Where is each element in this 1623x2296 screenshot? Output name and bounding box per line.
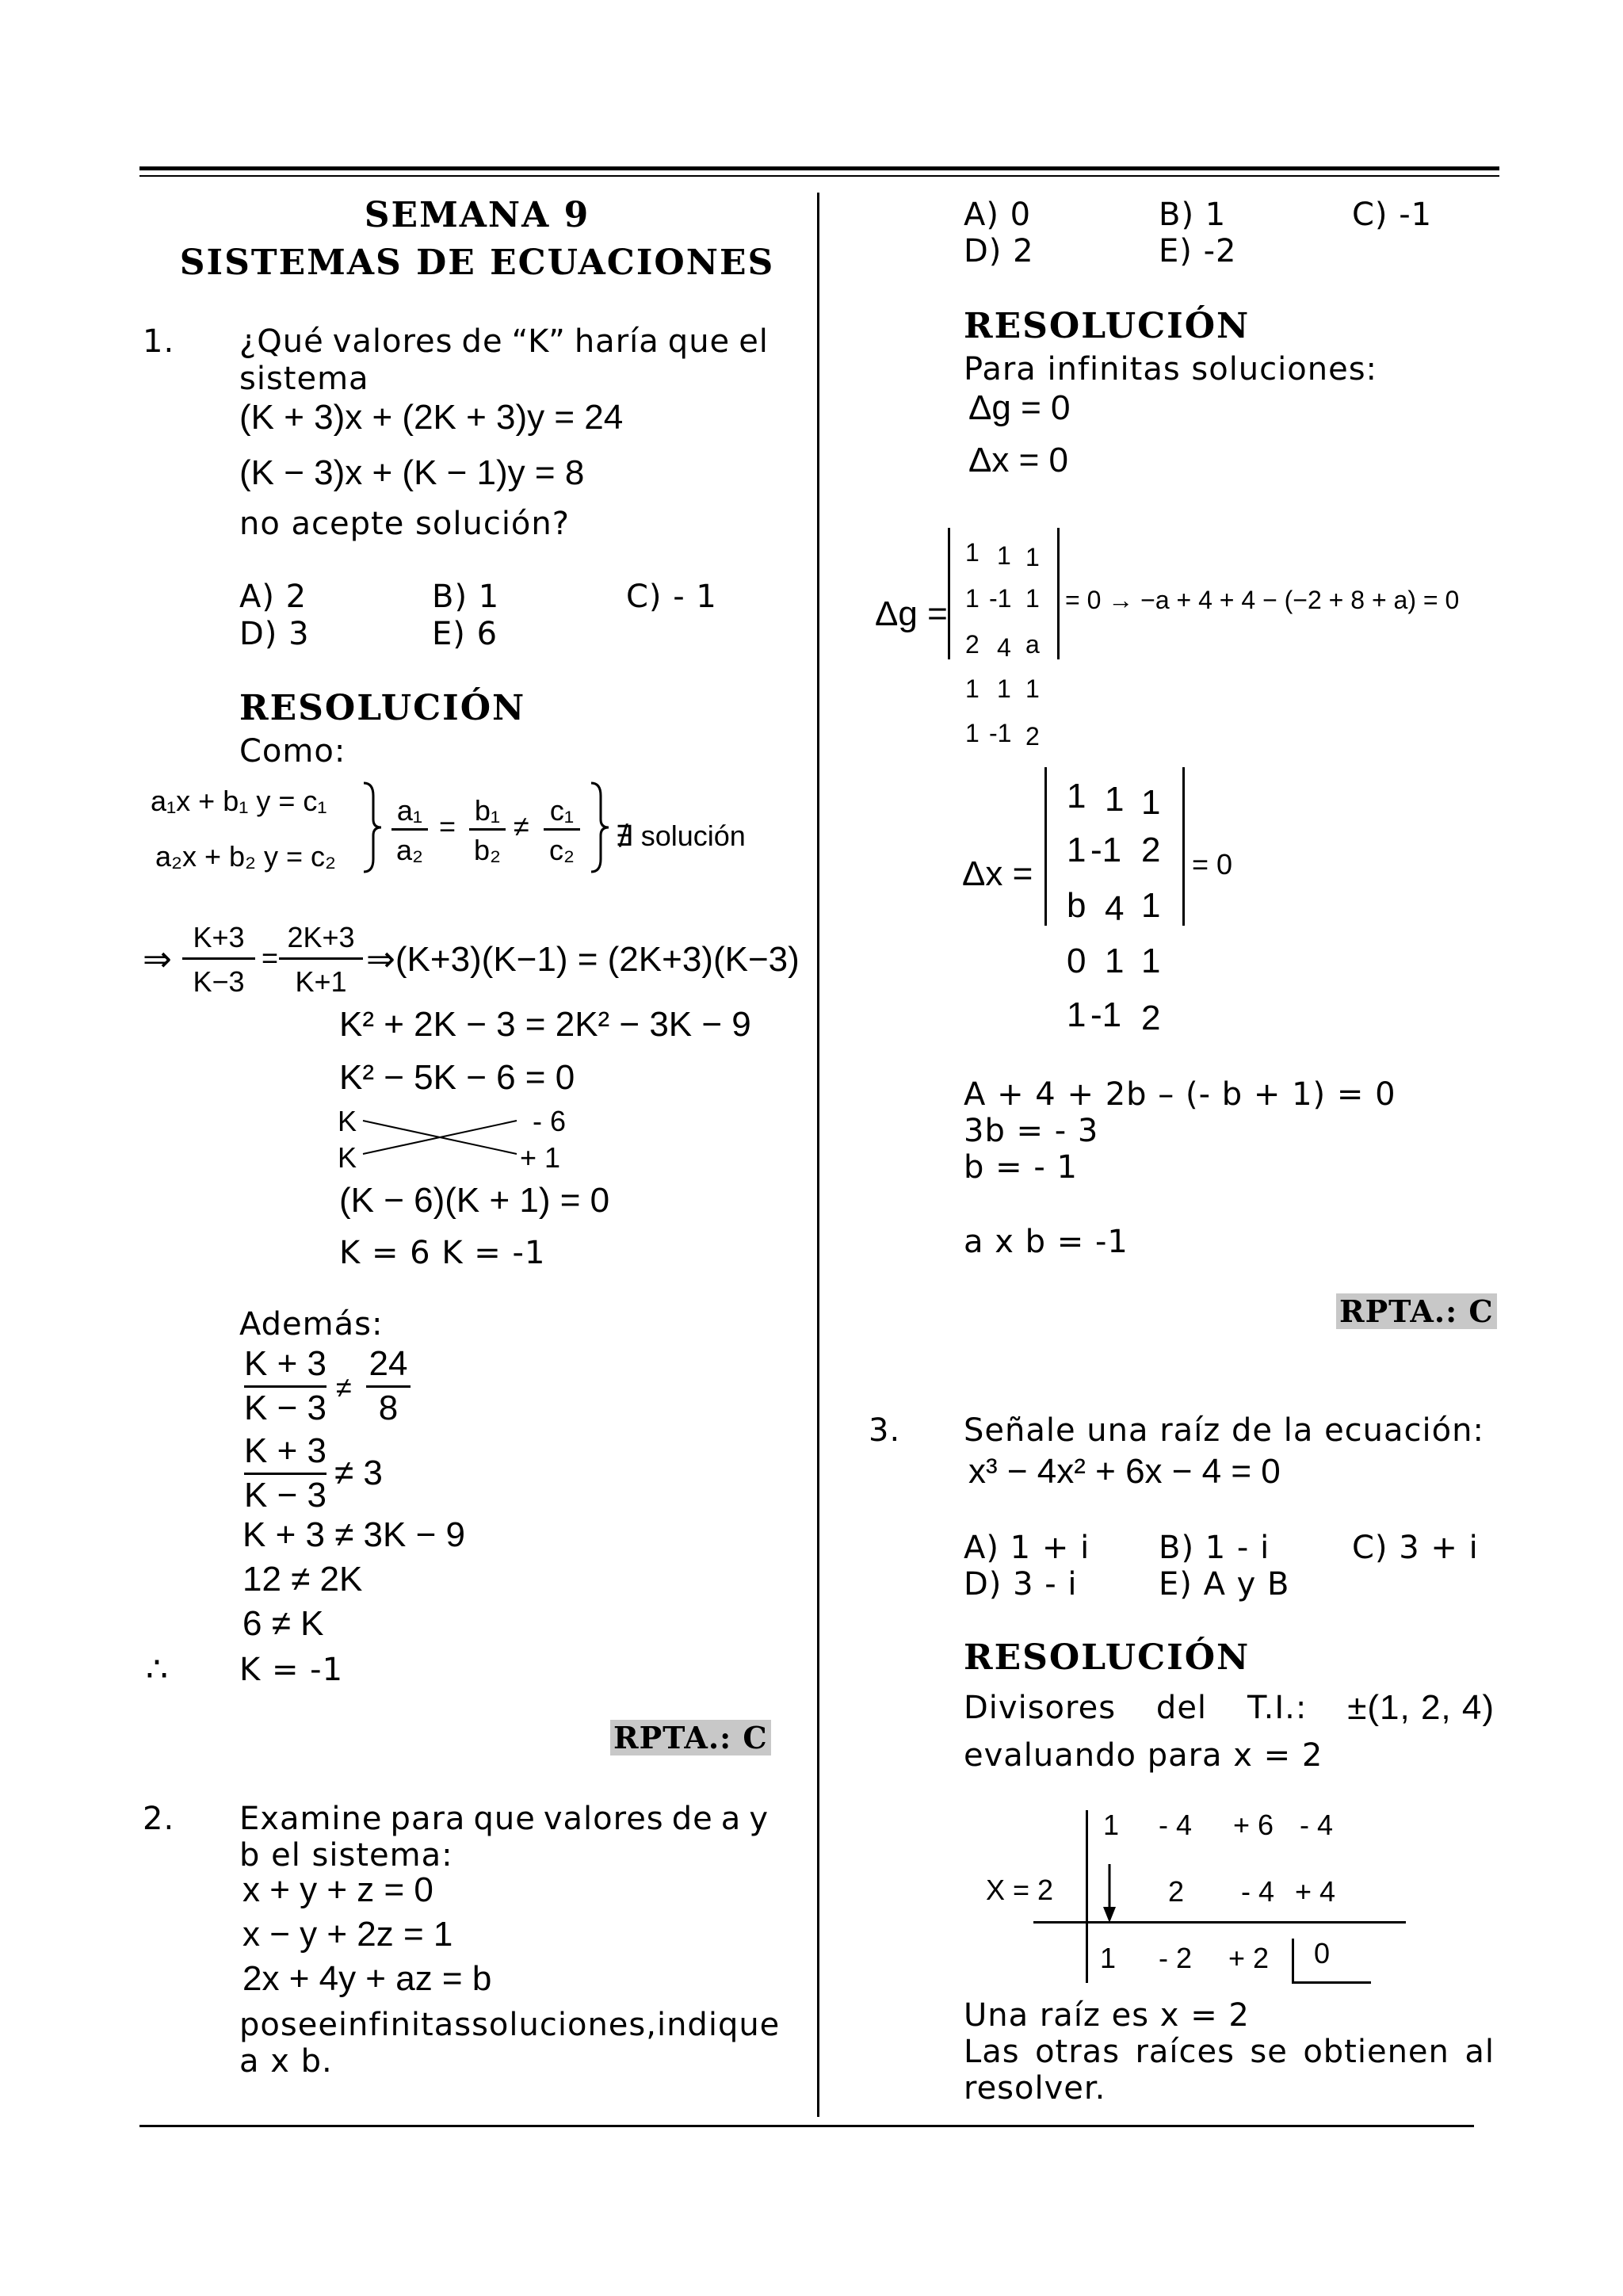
problem-3-option-b: B) 1 - i <box>1159 1530 1270 1566</box>
frac-1-bar <box>182 957 255 960</box>
bottom-rule <box>139 2125 1474 2127</box>
ruffini-row3-c2: - 2 <box>1159 1942 1193 1974</box>
frac-2-num: 2K+3 <box>287 921 355 953</box>
problem-2-statement-line3: posee infinitas soluciones, indique <box>239 2007 781 2043</box>
factor-minus-6: - 6 <box>533 1105 567 1137</box>
problem-1-option-b: B) 1 <box>432 579 500 615</box>
quadratic-line: K² − 5K − 6 = 0 <box>339 1058 575 1097</box>
problem-3-other-roots-line1: Las otras raíces se obtienen al <box>964 2034 1495 2070</box>
problem-2-option-b: B) 1 <box>1159 197 1227 233</box>
det-x-left-bar <box>1044 767 1047 926</box>
problem-2-resolution-heading: RESOLUCIÓN <box>964 306 1251 346</box>
general-system-eq2: a₂x + b₂ y = c₂ <box>155 840 337 873</box>
ruffini-remainder-box-left <box>1292 1939 1294 1983</box>
ineq-1-num: K + 3 <box>244 1344 327 1383</box>
problem-2-equation-1: x + y + z = 0 <box>242 1870 433 1909</box>
det-g-r4c1: 1 <box>965 674 980 703</box>
ruffini-row3-c3: + 2 <box>1228 1942 1270 1974</box>
ratio-c-bar <box>544 828 580 831</box>
det-x-r2c3: 2 <box>1141 831 1161 869</box>
problem-2-option-d: D) 2 <box>964 233 1034 269</box>
problem-3-option-d: D) 3 - i <box>964 1566 1078 1603</box>
ratio-c-den: c₂ <box>549 834 575 866</box>
det-g-r4c3: 1 <box>1025 674 1040 703</box>
ineq-1-rhs-den: 8 <box>378 1389 399 1427</box>
det-g-r3c3: a <box>1025 630 1040 659</box>
problem-2-answer-badge: RPTA.: C <box>1336 1293 1497 1329</box>
ratio-not-equal: ≠ <box>514 810 529 842</box>
ratio-b-den: b₂ <box>474 834 501 866</box>
ruffini-vertical-line <box>1086 1810 1088 1983</box>
problem-1-option-e: E) 6 <box>432 616 498 652</box>
ineq-3: K + 3 ≠ 3K − 9 <box>242 1515 465 1554</box>
delta-g-zero: Δg = 0 <box>968 388 1071 427</box>
det-x-result: = 0 <box>1192 848 1233 881</box>
problem-1-answer-badge: RPTA.: C <box>610 1720 771 1755</box>
det-x-r2c2: -1 <box>1090 831 1122 869</box>
problem-3-root: Una raíz es x = 2 <box>964 1997 1250 2034</box>
det-g-expansion: = 0 → −a + 4 + 4 − (−2 + 8 + a) = 0 <box>1065 586 1460 614</box>
problem-2-step-1: A + 4 + 2b – (- b + 1) = 0 <box>964 1076 1396 1113</box>
ruffini-row1-c1: 1 <box>1103 1809 1120 1841</box>
ineq-5: 6 ≠ K <box>242 1604 324 1643</box>
problem-3-equation: x³ − 4x² + 6x − 4 = 0 <box>968 1452 1281 1491</box>
det-g-r5c2: -1 <box>989 719 1012 747</box>
ratio-b-bar <box>469 828 506 831</box>
problem-2-option-a: A) 0 <box>964 197 1032 233</box>
top-rule-thin <box>139 175 1499 177</box>
delta-g-label: Δg = <box>875 594 948 633</box>
ineq-1-sign: ≠ <box>336 1371 352 1404</box>
ratio-a-bar <box>391 828 428 831</box>
ademas-label: Además: <box>239 1306 384 1343</box>
brace-right <box>588 781 612 873</box>
delta-x-label: Δx = <box>962 854 1033 893</box>
det-x-r3c1: b <box>1067 886 1086 925</box>
ruffini-remainder: 0 <box>1314 1937 1331 1969</box>
problem-2-infinite-solutions: Para infinitas soluciones: <box>964 351 1378 388</box>
problem-3-other-roots-line2: resolver. <box>964 2070 1106 2107</box>
ineq-1-rhs-num: 24 <box>369 1344 408 1383</box>
det-x-r5c1: 1 <box>1067 995 1086 1034</box>
ratio-b-num: b₁ <box>474 794 501 827</box>
ineq-1-rhs-bar <box>366 1385 411 1388</box>
factor-k-bottom: K <box>338 1141 357 1174</box>
problem-1-statement-line1: ¿Qué valores de “K” haría que el <box>239 323 769 360</box>
ineq-2-den: K − 3 <box>244 1476 327 1515</box>
det-x-r1c1: 1 <box>1067 777 1086 816</box>
problem-3-option-a: A) 1 + i <box>964 1530 1090 1566</box>
ratio-a-num: a₁ <box>396 794 423 827</box>
brace-left <box>361 781 384 873</box>
frac-2-den: K+1 <box>295 965 347 998</box>
factor-k-top: K <box>338 1105 357 1137</box>
delta-x-zero: Δx = 0 <box>968 441 1069 479</box>
ruffini-row1-c3: + 6 <box>1233 1809 1274 1841</box>
ineq-4: 12 ≠ 2K <box>242 1560 363 1599</box>
problem-1-equation-2: (K − 3)x + (K − 1)y = 8 <box>239 453 585 492</box>
general-system-eq1: a₁x + b₁ y = c₁ <box>151 785 327 817</box>
ruffini-row3-c1: 1 <box>1100 1942 1117 1974</box>
det-g-r3c1: 2 <box>965 630 980 659</box>
problem-2-number: 2. <box>143 1801 175 1837</box>
ruffini-row1-c4: - 4 <box>1300 1809 1334 1841</box>
k-roots: K = 6 K = -1 <box>339 1235 546 1271</box>
top-rule-thick <box>139 166 1499 170</box>
det-g-left-bar <box>948 528 950 659</box>
page-title-topic: SISTEMAS DE ECUACIONES <box>179 243 775 283</box>
ineq-1-bar <box>244 1385 327 1388</box>
det-g-r1c3: 1 <box>1025 543 1040 571</box>
det-g-r4c2: 1 <box>997 674 1011 703</box>
problem-3-option-c: C) 3 + i <box>1352 1530 1479 1566</box>
ineq-2-num: K + 3 <box>244 1431 327 1470</box>
problem-2-statement-line2: b el sistema: <box>239 1837 453 1874</box>
problem-2-step-4: a x b = -1 <box>964 1224 1128 1260</box>
problem-1-option-d: D) 3 <box>239 616 310 652</box>
det-g-r2c2: -1 <box>989 584 1012 613</box>
det-g-r2c1: 1 <box>965 584 980 613</box>
implies-arrow: ⇒ <box>143 940 172 979</box>
frac-equals: = <box>262 942 279 974</box>
det-x-r5c2: -1 <box>1090 995 1122 1034</box>
column-divider <box>817 193 819 2117</box>
problem-1-resolution-heading: RESOLUCIÓN <box>239 688 526 728</box>
det-g-r2c3: 1 <box>1025 584 1040 613</box>
factor-plus-1: + 1 <box>520 1141 561 1174</box>
problem-1-como: Como: <box>239 733 346 770</box>
factored-form: (K − 6)(K + 1) = 0 <box>339 1181 610 1220</box>
problem-3-option-e: E) A y B <box>1159 1566 1290 1603</box>
problem-2-statement-line4: a x b. <box>239 2043 333 2080</box>
frac-1-den: K−3 <box>193 965 245 998</box>
problem-1-statement-line2: sistema <box>239 361 369 397</box>
problem-2-option-c: C) -1 <box>1352 197 1433 233</box>
ineq-2-bar <box>244 1473 327 1475</box>
ruffini-row2-c3: - 4 <box>1241 1875 1275 1908</box>
ratio-c-num: c₁ <box>549 794 575 827</box>
det-g-r1c1: 1 <box>965 538 980 567</box>
problem-2-step-2: 3b = - 3 <box>964 1113 1099 1149</box>
ruffini-remainder-box-bottom <box>1292 1981 1371 1984</box>
problem-1-option-c: C) - 1 <box>626 579 717 615</box>
ruffini-row2-c4: + 4 <box>1295 1875 1336 1908</box>
problem-3-number: 3. <box>869 1412 901 1449</box>
therefore-symbol: ∴ <box>146 1650 168 1689</box>
det-x-r4c3: 1 <box>1141 942 1161 980</box>
det-x-r3c2: 4 <box>1105 889 1125 928</box>
det-x-r5c3: 2 <box>1141 999 1161 1037</box>
ruffini-horizontal-line <box>1033 1921 1406 1924</box>
expansion-line: K² + 2K − 3 = 2K² − 3K − 9 <box>339 1005 751 1044</box>
problem-3-divisors: Divisores del T.I.: ±(1, 2, 4) <box>964 1688 1495 1727</box>
problem-2-step-3: b = - 1 <box>964 1149 1078 1186</box>
det-x-r4c2: 1 <box>1105 942 1125 980</box>
ineq-1-den: K − 3 <box>244 1389 327 1427</box>
ruffini-row1-c2: - 4 <box>1159 1809 1193 1841</box>
det-g-r3c2: 4 <box>997 633 1011 662</box>
det-x-right-bar <box>1182 767 1185 926</box>
problem-1-option-a: A) 2 <box>239 579 307 615</box>
ruffini-row2-c2: 2 <box>1168 1875 1185 1908</box>
factor-cross-lines <box>361 1117 520 1157</box>
problem-1-statement-line3: no acepte solución? <box>239 506 570 542</box>
problem-3-statement: Señale una raíz de la ecuación: <box>964 1412 1484 1449</box>
det-x-r3c3: 1 <box>1141 886 1161 925</box>
det-x-r1c3: 1 <box>1141 783 1161 822</box>
frac-1-num: K+3 <box>193 921 245 953</box>
frac-2-bar <box>279 957 363 960</box>
det-g-r1c2: 1 <box>997 541 1011 570</box>
page-title-week: SEMANA 9 <box>364 195 590 235</box>
det-g-right-bar <box>1057 528 1060 659</box>
ratio-equals: = <box>439 810 456 842</box>
ruffini-down-arrow <box>1100 1862 1119 1926</box>
det-g-r5c3: 2 <box>1025 722 1040 751</box>
det-x-r2c1: 1 <box>1067 831 1086 869</box>
det-x-r4c1: 0 <box>1067 942 1086 980</box>
cross-multiplication: ⇒(K+3)(K−1) = (2K+3)(K−3) <box>366 940 800 979</box>
ruffini-x-value: X = 2 <box>986 1874 1054 1906</box>
problem-1-final: K = -1 <box>239 1652 344 1688</box>
problem-3-resolution-heading: RESOLUCIÓN <box>964 1637 1251 1678</box>
problem-2-equation-2: x − y + 2z = 1 <box>242 1915 453 1954</box>
ratio-a-den: a₂ <box>396 834 423 866</box>
det-g-r5c1: 1 <box>965 719 980 747</box>
problem-1-number: 1. <box>143 323 175 360</box>
det-x-r1c2: 1 <box>1105 780 1125 819</box>
problem-2-option-e: E) -2 <box>1159 233 1237 269</box>
problem-2-statement-line1: Examine para que valores de a y <box>239 1801 769 1837</box>
problem-1-equation-1: (K + 3)x + (2K + 3)y = 24 <box>239 398 624 437</box>
problem-2-equation-3: 2x + 4y + az = b <box>242 1959 492 1998</box>
problem-3-evaluating: evaluando para x = 2 <box>964 1737 1323 1774</box>
ineq-2-rhs: ≠ 3 <box>334 1454 383 1492</box>
no-solution-note: ∄ solución <box>615 819 746 852</box>
